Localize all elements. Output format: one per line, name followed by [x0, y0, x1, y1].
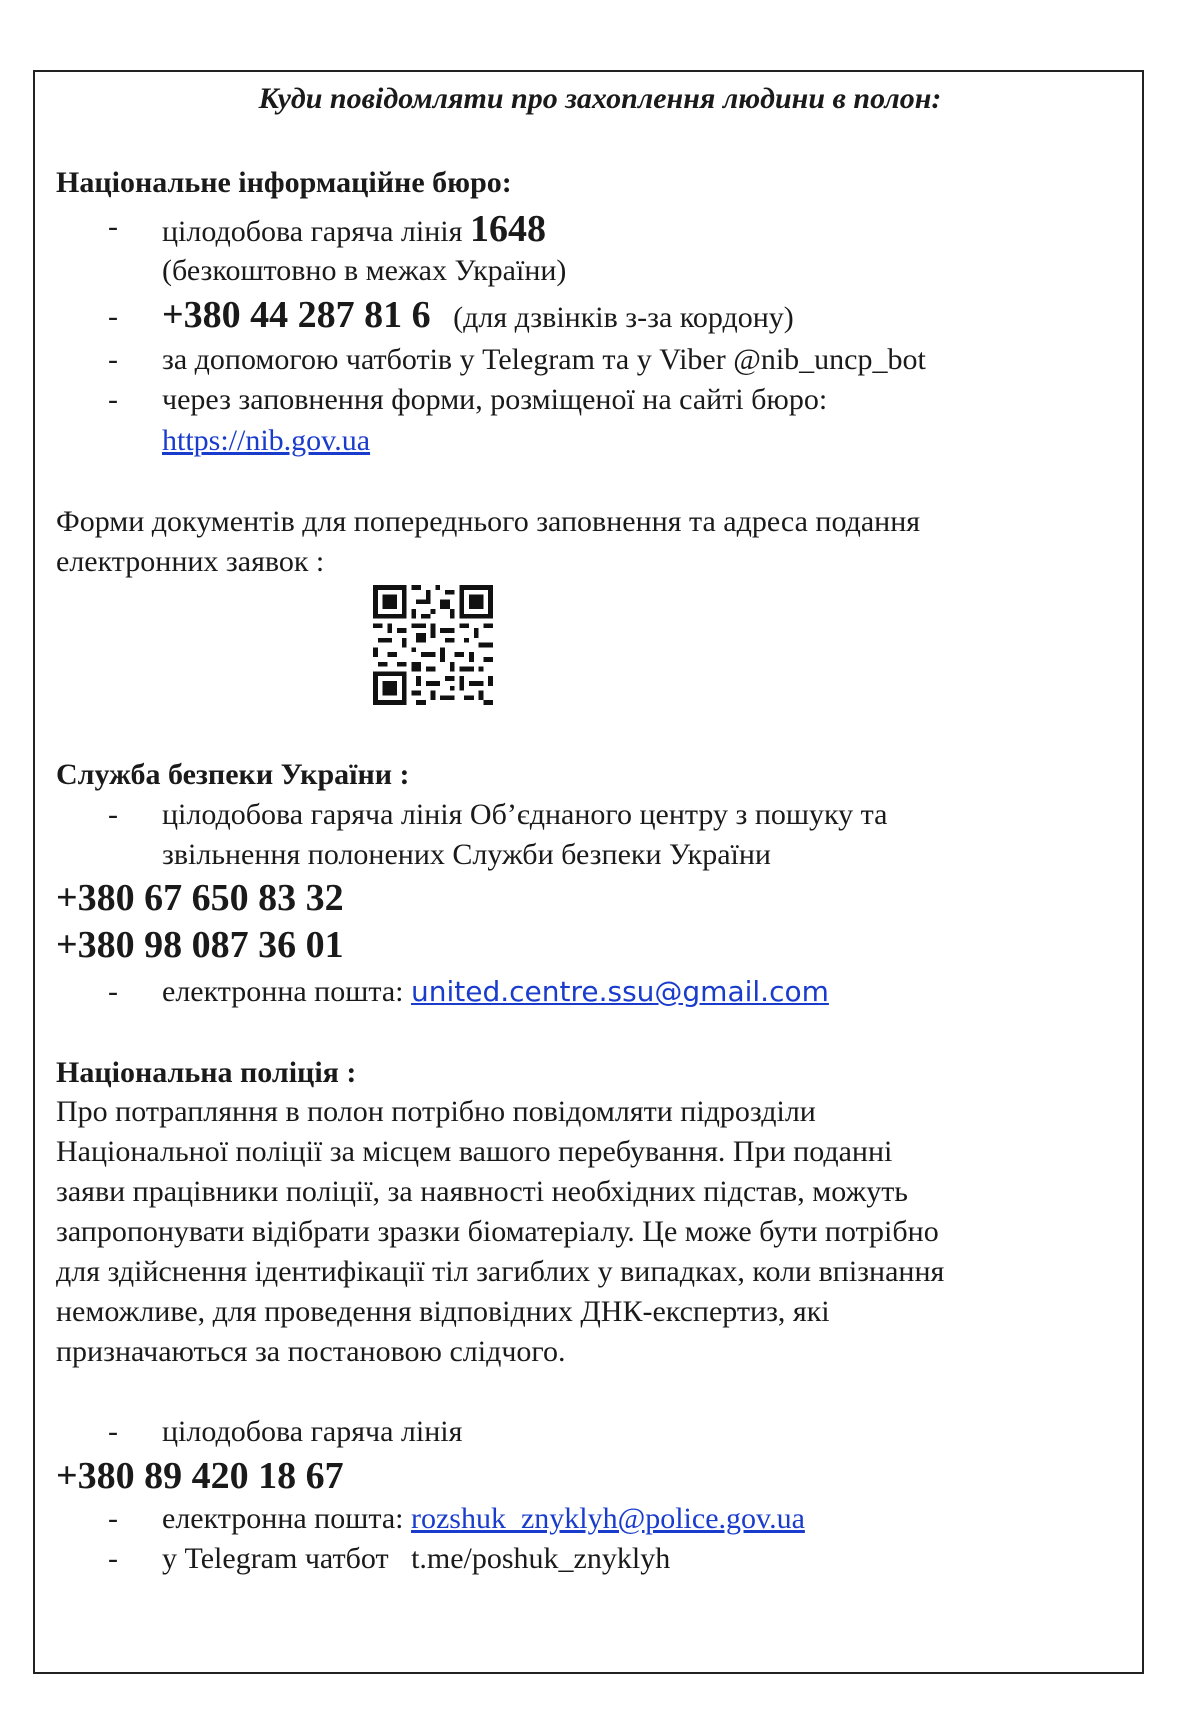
nib-site-url[interactable]: https://nib.gov.ua	[162, 424, 371, 457]
nib-intl-note: (для дзвінків з-за кордону)	[453, 301, 794, 334]
police-hotline-text: цілодобова гаряча лінія	[162, 1415, 463, 1448]
nib-hotline-text: цілодобова гаряча лінія	[162, 215, 463, 248]
police-para-line: запропонувати відібрати зразки біоматеріалу. Це може бути потрібно	[56, 1215, 939, 1248]
bullet-dash: -	[108, 383, 118, 416]
bullet-dash: -	[108, 343, 118, 376]
police-para-line: заяви працівники поліції, за наявності необхідних підстав, можуть	[56, 1175, 908, 1208]
police-para-line: неможливе, для проведення відповідних ДНК-експертиз, які	[56, 1295, 830, 1328]
police-email-link[interactable]: rozshuk_znyklyh@police.gov.ua	[410, 1502, 805, 1535]
nib-hotline-number: 1648	[469, 208, 546, 250]
bullet-dash: -	[108, 1542, 118, 1575]
ssu-phone-1: +380 67 650 83 32	[56, 877, 344, 919]
police-telegram-label: у Telegram чатбот	[162, 1542, 389, 1575]
bullet-dash: -	[108, 1415, 118, 1448]
bullet-dash: -	[108, 798, 118, 831]
police-phone: +380 89 420 18 67	[56, 1455, 344, 1497]
page-title: Куди повідомляти про захоплення людини в полон:	[258, 82, 942, 115]
bullet-dash: -	[108, 300, 118, 333]
police-heading: Національна поліція :	[56, 1056, 357, 1089]
nib-form-text: через заповнення форми, розміщеної на сайті бюро:	[162, 383, 828, 416]
ssu-email-link[interactable]: united.centre.ssu@gmail.com	[410, 975, 829, 1008]
ssu-email-label: електронна пошта:	[162, 975, 404, 1008]
bullet-dash: -	[108, 1502, 118, 1535]
police-para-line: призначаються за постановою слідчого.	[56, 1335, 566, 1368]
nib-heading: Національне інформаційне бюро:	[56, 166, 512, 199]
police-email-label: електронна пошта:	[162, 1502, 404, 1535]
nib-chatbots: за допомогою чатботів у Telegram та у Viber @nib_uncp_bot	[162, 343, 926, 376]
police-email-line	[162, 1502, 805, 1537]
nib-forms-line-1: Форми документів для попереднього заповнення та адреса подання	[56, 505, 921, 538]
ssu-email-line	[162, 975, 829, 1010]
police-para-line: для здійснення ідентифікації тіл загиблих у випадках, коли впізнання	[56, 1255, 945, 1288]
ssu-heading: Служба безпеки України :	[56, 758, 410, 791]
nib-forms-line-2: електронних заявок :	[56, 545, 325, 578]
police-telegram-handle: t.me/poshuk_znyklyh	[411, 1542, 671, 1575]
nib-site-link[interactable]	[162, 424, 370, 459]
police-para-line: Національної поліції за місцем вашого перебування. При поданні	[56, 1135, 893, 1168]
police-telegram-line	[162, 1542, 670, 1577]
nib-hotline-note: (безкоштовно в межах України)	[162, 254, 567, 287]
police-para-line: Про потрапляння в полон потрібно повідомляти підрозділи	[56, 1095, 816, 1128]
ssu-hotline-line-2: звільнення полонених Служби безпеки України	[162, 838, 771, 871]
bullet-dash: -	[108, 975, 118, 1008]
bullet-dash: -	[108, 210, 118, 243]
qr-code	[373, 585, 493, 705]
nib-intl-phone: +380 44 287 81 6	[162, 294, 431, 336]
nib-hotline	[162, 208, 546, 252]
ssu-hotline-line-1: цілодобова гаряча лінія Об’єднаного центру з пошуку та	[162, 798, 888, 831]
nib-intl	[162, 294, 794, 338]
ssu-phone-2: +380 98 087 36 01	[56, 924, 344, 966]
